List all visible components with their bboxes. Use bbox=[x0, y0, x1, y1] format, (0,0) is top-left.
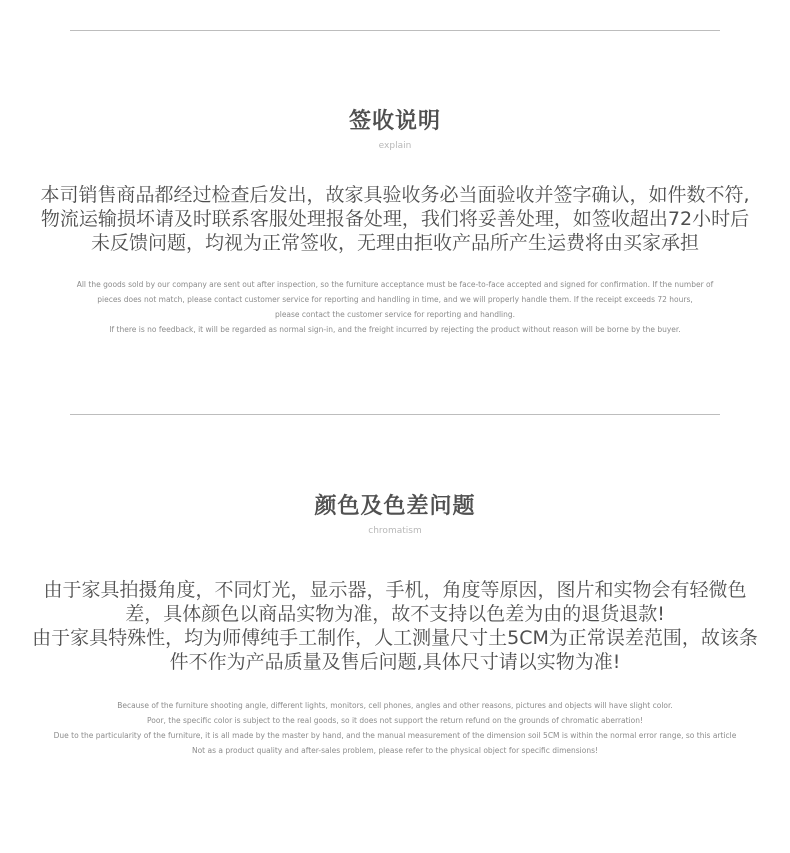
explain-cn-line: 本司销售商品都经过检查后发出，故家具验收务必当面验收并签字确认，如件数不符, bbox=[40, 184, 750, 206]
chromatism-cn-line: 由于家具拍摄角度，不同灯光，显示器，手机，角度等原因，图片和实物会有轻微色 bbox=[43, 579, 747, 601]
explain-cn-line: 物流运输损坏请及时联系客服处理报备处理，我们将妥善处理，如签收超出72小时后 bbox=[40, 208, 750, 230]
middle-divider bbox=[70, 414, 720, 415]
chromatism-chinese-text bbox=[0, 578, 790, 674]
explain-header bbox=[0, 108, 790, 152]
chromatism-title: 颜色及色差问题 bbox=[314, 494, 476, 519]
chromatism-header bbox=[0, 493, 790, 537]
explain-en-line: please contact the customer service for reporting and handling. bbox=[274, 310, 516, 319]
chromatism-cn-line: 件不作为产品质量及售后问题,具体尺寸请以实物为准! bbox=[169, 651, 621, 673]
explain-en-line: pieces does not match, please contact customer service for reporting and handling in time, and we will properly handle them. If the receipt exceeds 72 hours, bbox=[97, 295, 693, 304]
explain-english-text bbox=[0, 277, 790, 337]
chromatism-cn-line: 由于家具特殊性，均为师傅纯手工制作，人工测量尺寸土5CM为正常误差范围，故该条 bbox=[32, 627, 758, 649]
chromatism-en-line: Because of the furniture shooting angle, different lights, monitors, cell phones, angles and other reasons, pictures and objects will have slight color. bbox=[117, 701, 673, 710]
explain-en-line: If there is no feedback, it will be regarded as normal sign-in, and the freight incurred by rejecting the product without reason will be borne by the buyer. bbox=[109, 325, 681, 334]
chromatism-subtitle: chromatism bbox=[368, 526, 422, 536]
chromatism-en-line: Due to the particularity of the furniture, it is all made by the master by hand, and the manual measurement of the dimension soil 5CM is within the normal error range, so this article bbox=[53, 731, 737, 740]
explain-cn-line: 未反馈问题，均视为正常签收，无理由拒收产品所产生运费将由买家承担 bbox=[90, 232, 699, 254]
explain-subtitle: explain bbox=[378, 141, 412, 151]
explain-chinese-text bbox=[0, 183, 790, 255]
chromatism-english-text bbox=[0, 698, 790, 758]
chromatism-en-line: Poor, the specific color is subject to the real goods, so it does not support the return refund on the grounds of chromatic aberration! bbox=[147, 716, 643, 725]
chromatism-cn-line: 差，具体颜色以商品实物为准，故不支持以色差为由的退货退款! bbox=[125, 603, 665, 625]
top-divider bbox=[70, 30, 720, 31]
explain-en-line: All the goods sold by our company are sent out after inspection, so the furniture acceptance must be face-to-face accepted and signed for confirmation. If the number of bbox=[76, 280, 714, 289]
explain-title: 签收说明 bbox=[348, 109, 441, 134]
chromatism-en-line: Not as a product quality and after-sales problem, please refer to the physical object for specific dimensions! bbox=[191, 746, 599, 755]
